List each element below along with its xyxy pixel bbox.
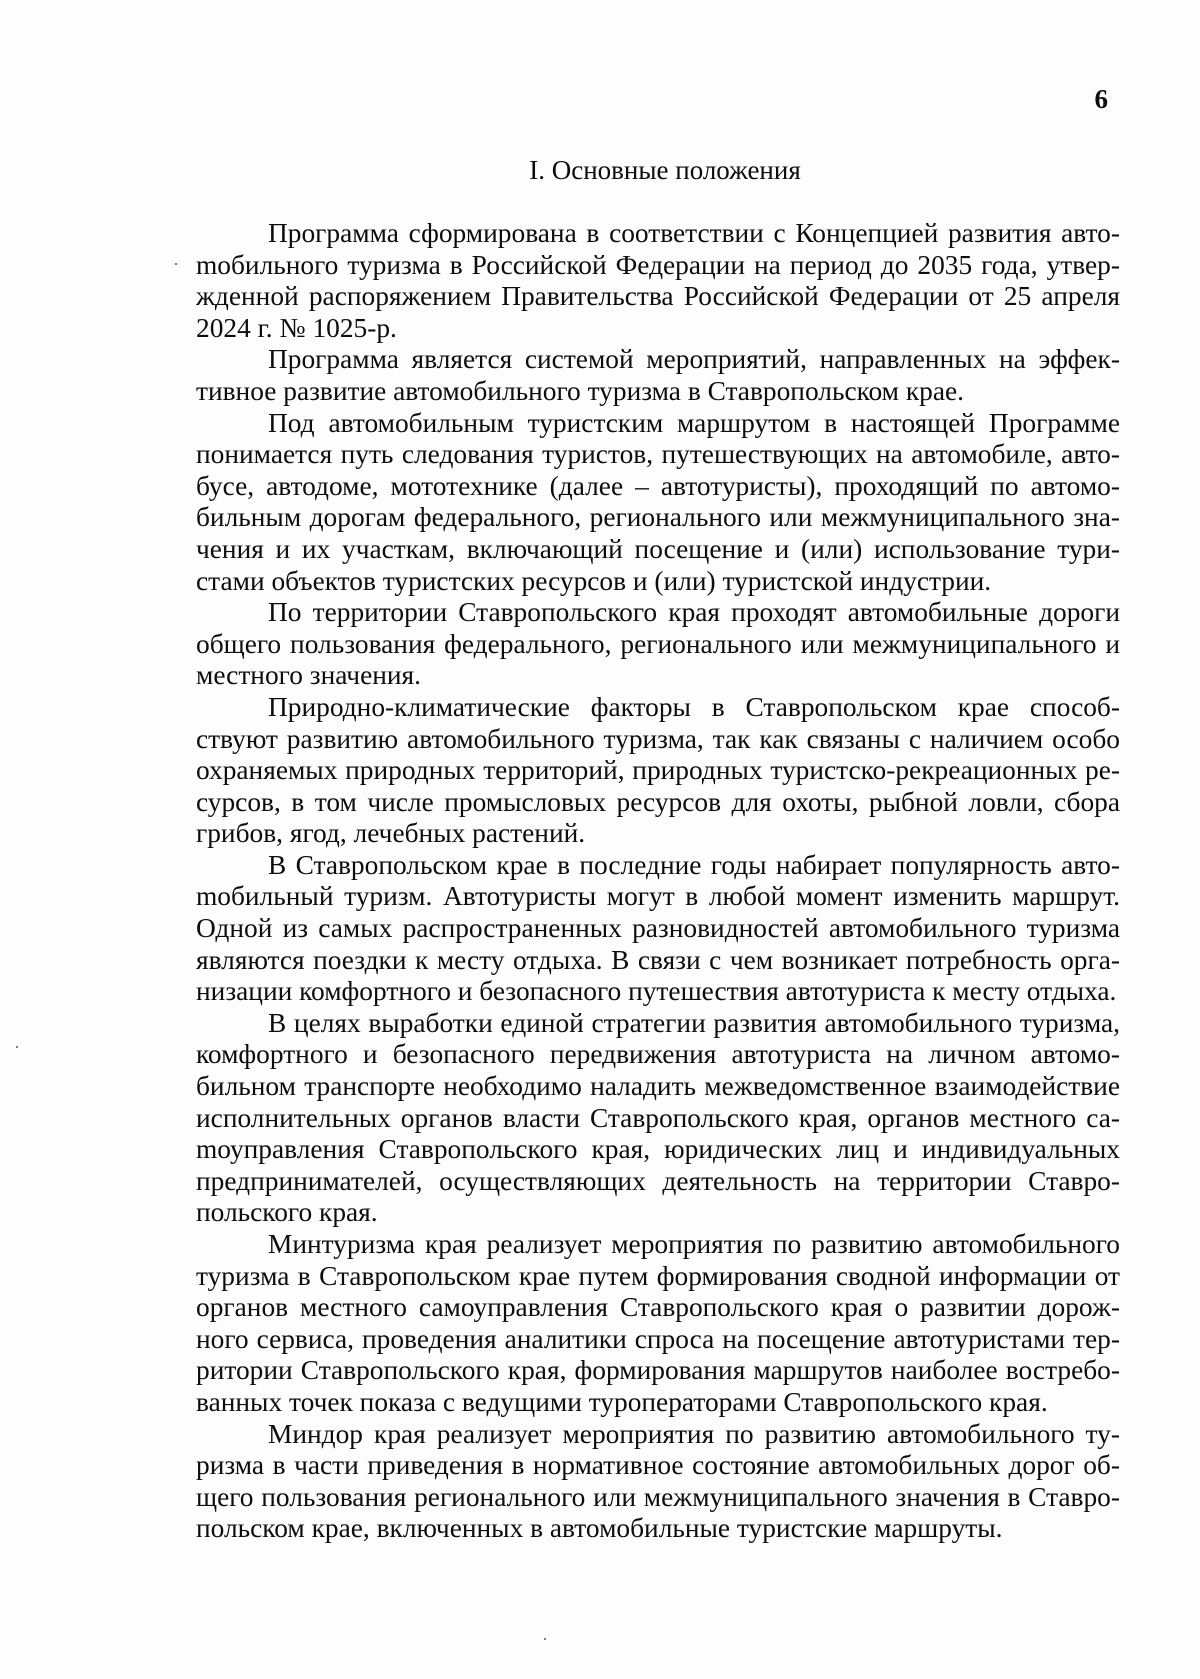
paragraph-9: Миндор края реализует мероприятия по развитию автомобильного туризма в части приведения в нормативное состояние автомобильных дорог общего пользования регионального или межмуниципального значения в Ставропольском крае, включенных в автомобильные туристские маршруты. [196, 1418, 1120, 1544]
paragraph-7: В целях выработки единой стратегии развития автомобильного туризма, комфортного и безопасного передвижения автотуриста на личном автомобильном транспорте необходимо наладить межведомственное взаимодействие исполнительных органов власти Ставропольского края, органов местного саmоуправления Ставропольского края, юридических лиц и индивидуальных предпринимателей, осуществляющих деятельность на территории Ставропольского края. [196, 1007, 1120, 1228]
paragraph-4: По территории Ставропольского края проходят автомобильные дороги общего пользования федерального, регионального или межмуниципального и местного значения. [196, 597, 1120, 691]
scan-speck [16, 1046, 18, 1048]
paragraph-5: Природно-климатические факторы в Ставропольском крае способствуют развитию автомобильного туризма, так как связаны с наличием особо охраняемых природных территорий, природных туристско-рекреационных ресурсов, в том числе промысловых ресурсов для охоты, рыбной ловли, сбора грибов, ягод, лечебных растений. [196, 691, 1120, 849]
page-number: 6 [1094, 84, 1108, 114]
body-text [196, 218, 1120, 1545]
paragraph-6: В Ставропольском крае в последние годы набирает популярность автоmобильный туризм. Автотуристы могут в любой момент изменить маршрут. Одной из самых распространенных разновидностей автомобильного туризма являются поездки к месту отдыха. В связи с чем возникает потребность организации комфортного и безопасного путешествия автотуриста к месту отдыха. [196, 849, 1120, 1007]
section-heading: I. Основные положения [529, 155, 801, 185]
scan-speck [175, 263, 177, 265]
paragraph-1: Программа сформирована в соответствии с Концепцией развития автоmобильного туризма в Российской Федерации на период до 2035 года, утвержденной распоряжением Правительства Российской Федерации от 25 апреля 2024 г. № 1025-р. [196, 218, 1120, 343]
paragraph-3: Под автомобильным туристским маршрутом в настоящей Программе понимается путь следования туристов, путешествующих на автомобиле, автобусе, автодоме, мототехнике (далее – автотуристы), проходящий по автомобильным дорогам федерального, регионального или межмуниципального значения и их участкам, включающий посещение и (или) использование туристами объектов туристских ресурсов и (или) туристской индустрии. [196, 407, 1120, 596]
scan-speck [544, 1638, 546, 1640]
paragraph-2: Программа является системой мероприятий, направленных на эффективное развитие автомобильного туризма в Ставропольском крае. [196, 344, 1120, 406]
paragraph-8: Минтуризма края реализует мероприятия по развитию автомобильного туризма в Ставропольском крае путем формирования сводной информации от органов местного самоуправления Ставропольского края о развитии дорожного сервиса, проведения аналитики спроса на посещение автотуристами территории Ставропольского края, формирования маршрутов наиболее востребованных точек показа с ведущими туроператорами Ставропольского края. [196, 1229, 1120, 1417]
